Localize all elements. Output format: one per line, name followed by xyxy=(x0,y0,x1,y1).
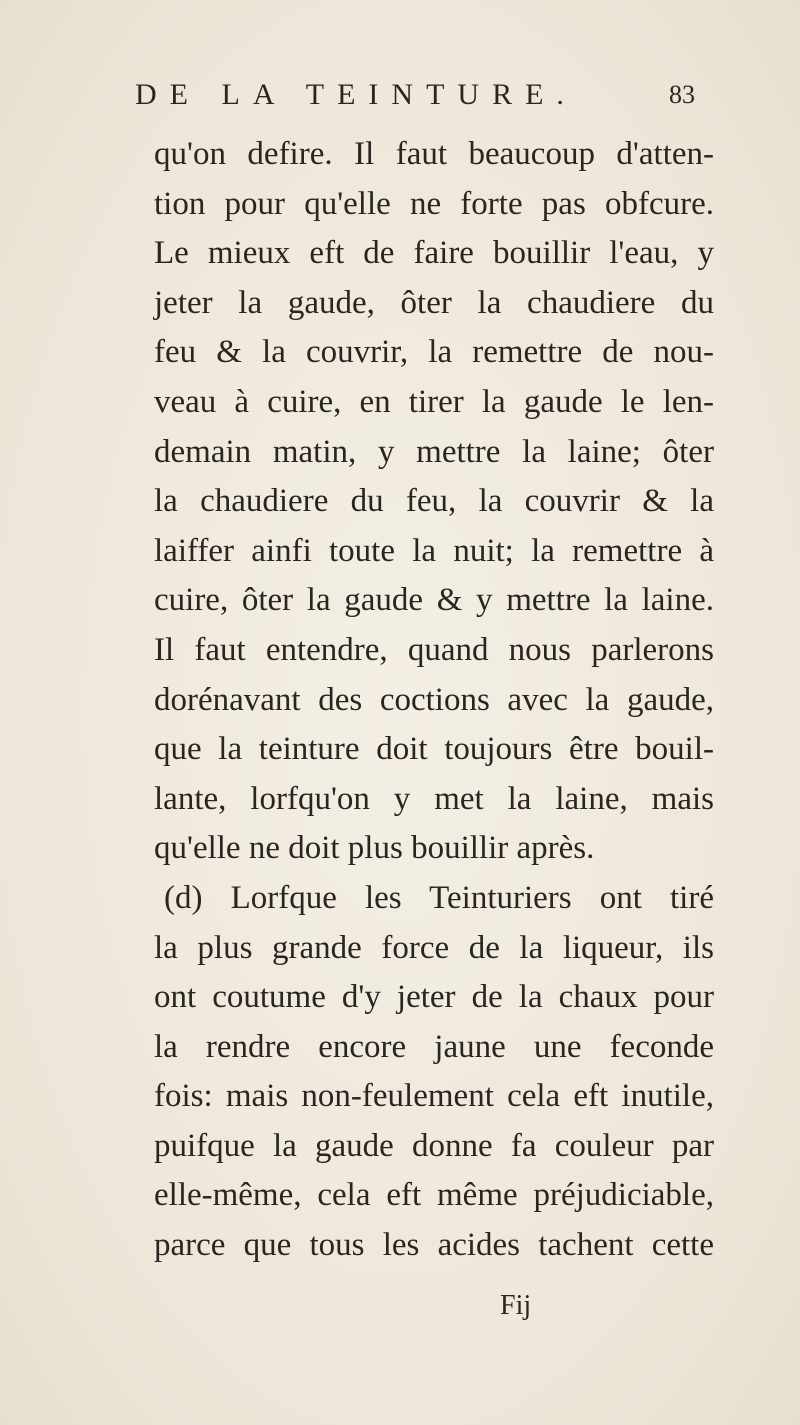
text-line: ont coutume d'y jeter de la chaux pour xyxy=(154,979,714,1016)
text-line: puifque la gaude donne fa couleur par xyxy=(154,1127,714,1164)
text-line: feu & la couvrir, la remettre de nou- xyxy=(154,334,714,371)
text-line: la chaudiere du feu, la couvrir & la xyxy=(154,483,714,520)
text-line: parce que tous les acides tachent cette xyxy=(154,1227,714,1264)
text-line: Le mieux eft de faire bouillir l'eau, y xyxy=(154,235,714,272)
text-line: qu'on defire. Il faut beaucoup d'atten- xyxy=(154,136,714,172)
running-header xyxy=(135,78,695,118)
text-line: Il faut entendre, quand nous parlerons xyxy=(154,631,714,668)
signature-mark: Fij xyxy=(500,1290,532,1321)
text-line: elle-même, cela eft même préjudiciable, xyxy=(154,1177,714,1214)
text-line: la rendre encore jaune une feconde xyxy=(154,1028,714,1065)
text-line: laiffer ainfi toute la nuit; la remettre à xyxy=(154,532,714,569)
text-line: tion pour qu'elle ne forte pas obfcure. xyxy=(154,185,714,222)
text-line: dorénavant des coctions avec la gaude, xyxy=(154,681,714,718)
text-line: la plus grande force de la liqueur, ils xyxy=(154,929,714,966)
text-line: veau à cuire, en tirer la gaude le len- xyxy=(154,383,714,420)
body-text xyxy=(154,130,714,1271)
text-line: lante, lorfqu'on y met la laine, mais xyxy=(154,780,714,817)
text-line: jeter la gaude, ôter la chaudiere du xyxy=(154,284,714,321)
text-line: cuire, ôter la gaude & y mettre la laine. xyxy=(154,582,714,619)
text-line: fois: mais non-feulement cela eft inutile, xyxy=(154,1078,714,1115)
page-number: 83 xyxy=(669,80,695,109)
text-line: (d) Lorfque les Teinturiers ont tiré xyxy=(164,879,714,916)
text-line: que la teinture doit toujours être bouil- xyxy=(154,731,714,768)
running-title: DE LA TEINTURE. xyxy=(135,78,577,111)
text-line: demain matin, y mettre la laine; ôter xyxy=(154,433,714,470)
text-line: qu'elle ne doit plus bouillir après. xyxy=(154,830,595,867)
